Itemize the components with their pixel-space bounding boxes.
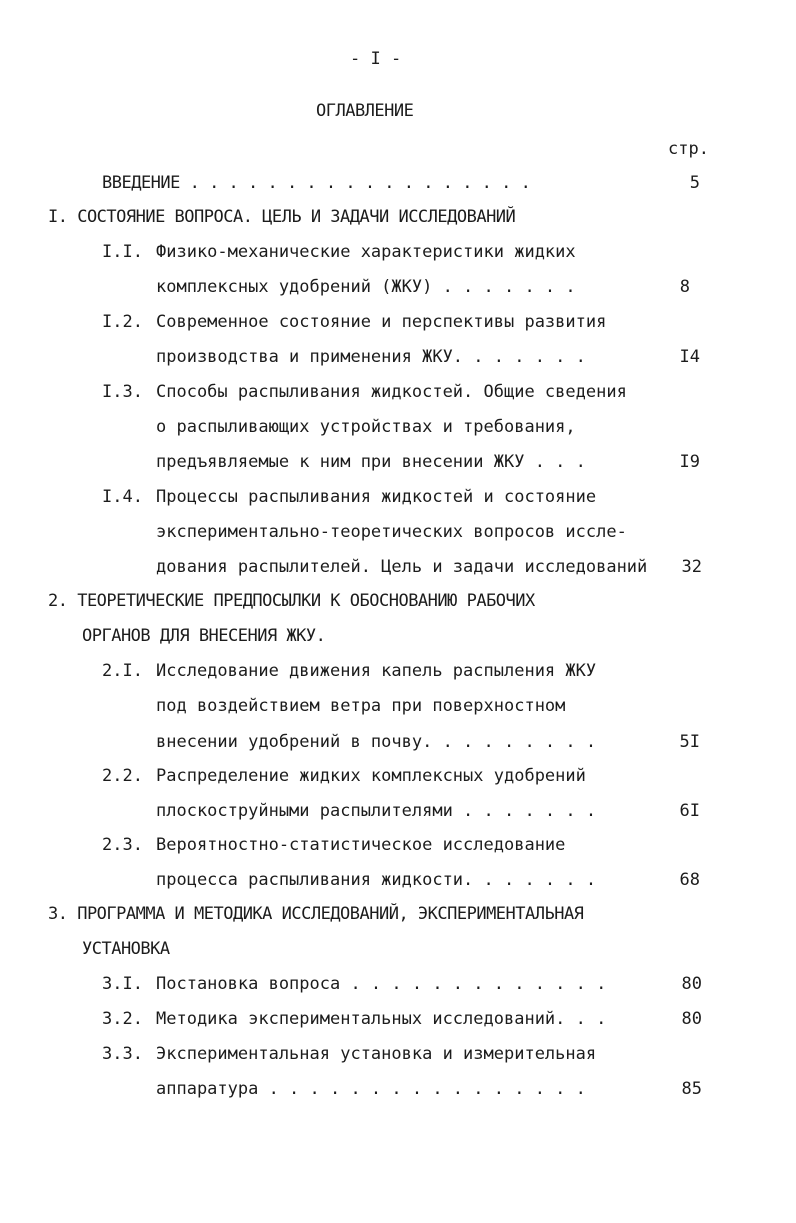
toc-s1-4-line: экспериментально-теоретических вопросов иссле- (156, 522, 627, 542)
toc-s3-3-line: аппаратура . . . . . . . . . . . . . . . . (156, 1079, 586, 1099)
toc-s2-2-line: Распределение жидких комплексных удобрений (156, 766, 586, 786)
toc-s3-3-line: Экспериментальная установка и измерительная (156, 1044, 597, 1064)
toc-s2-1-line: Исследование движения капель распыления ЖКУ (156, 661, 597, 681)
toc-s1-3-page: I9 (679, 452, 700, 472)
toc-title: ОГЛАВЛЕНИЕ (316, 101, 414, 121)
toc-s1-1-page: 8 (679, 277, 690, 297)
toc-ch3-heading: 3. ПРОГРАММА И МЕТОДИКА ИССЛЕДОВАНИЙ, ЭКСПЕРИМЕНТАЛЬНАЯ (48, 904, 584, 924)
toc-s1-4-page: 32 (681, 557, 702, 577)
toc-s1-3-num: I.3. (102, 382, 143, 402)
toc-s1-2-line: Современное состояние и перспективы развития (156, 312, 607, 332)
toc-s1-1-line: комплексных удобрений (ЖКУ) . . . . . . . (156, 277, 576, 297)
toc-s3-2-line: Методика экспериментальных исследований. . . (156, 1009, 607, 1029)
toc-s1-1-line: Физико-механические характеристики жидких (156, 242, 576, 262)
toc-s3-2-page: 80 (681, 1009, 702, 1029)
toc-ch1-heading: I. СОСТОЯНИЕ ВОПРОСА. ЦЕЛЬ И ЗАДАЧИ ИССЛЕДОВАНИЙ (48, 207, 516, 227)
page-number-header: - I - (350, 49, 402, 69)
toc-s2-1-line: под воздействием ветра при поверхностном (156, 696, 566, 716)
toc-s2-2-num: 2.2. (102, 766, 143, 786)
toc-s2-1-num: 2.I. (102, 661, 143, 681)
toc-s1-3-line: о распыливающих устройствах и требования, (156, 417, 576, 437)
toc-ch2-heading: 2. ТЕОРЕТИЧЕСКИЕ ПРЕДПОСЫЛКИ К ОБОСНОВАНИЮ РАБОЧИХ (48, 591, 535, 611)
toc-s2-3-page: 68 (679, 870, 700, 890)
toc-s3-1-num: 3.I. (102, 974, 143, 994)
toc-s1-3-line: Способы распыливания жидкостей. Общие сведения (156, 382, 627, 402)
toc-ch2-heading: ОРГАНОВ ДЛЯ ВНЕСЕНИЯ ЖКУ. (82, 626, 326, 646)
toc-s2-1-page: 5I (679, 732, 700, 752)
toc-s2-1-line: внесении удобрений в почву. . . . . . . . . (156, 732, 597, 752)
toc-s2-2-line: плоскоструйными распылителями . . . . . . . (156, 801, 597, 821)
page-column-label: стр. (668, 139, 709, 159)
toc-s1-4-num: I.4. (102, 487, 143, 507)
toc-s3-2-num: 3.2. (102, 1009, 143, 1029)
toc-intro-text: ВВЕДЕНИЕ . . . . . . . . . . . . . . . . . . (102, 173, 531, 193)
toc-s1-2-num: I.2. (102, 312, 143, 332)
toc-s2-3-line: Вероятностно-статистическое исследование (156, 835, 566, 855)
toc-ch3-heading: УСТАНОВКА (82, 939, 170, 959)
toc-s2-3-line: процесса распыливания жидкости. . . . . . . (156, 870, 597, 890)
toc-s1-1-num: I.I. (102, 242, 143, 262)
toc-s3-1-page: 80 (681, 974, 702, 994)
toc-intro-page: 5 (689, 173, 700, 193)
toc-s1-4-line: дования распылителей. Цель и задачи исследований (156, 557, 648, 577)
toc-s1-4-line: Процессы распыливания жидкостей и состояние (156, 487, 597, 507)
toc-s3-3-num: 3.3. (102, 1044, 143, 1064)
toc-s1-2-page: I4 (679, 347, 700, 367)
toc-s2-2-page: 6I (679, 801, 700, 821)
toc-s3-1-line: Постановка вопроса . . . . . . . . . . . . . (156, 974, 607, 994)
toc-s1-3-line: предъявляемые к ним при внесении ЖКУ . . . (156, 452, 586, 472)
toc-s3-3-page: 85 (681, 1079, 702, 1099)
toc-s2-3-num: 2.3. (102, 835, 143, 855)
toc-s1-2-line: производства и применения ЖКУ. . . . . . . (156, 347, 586, 367)
